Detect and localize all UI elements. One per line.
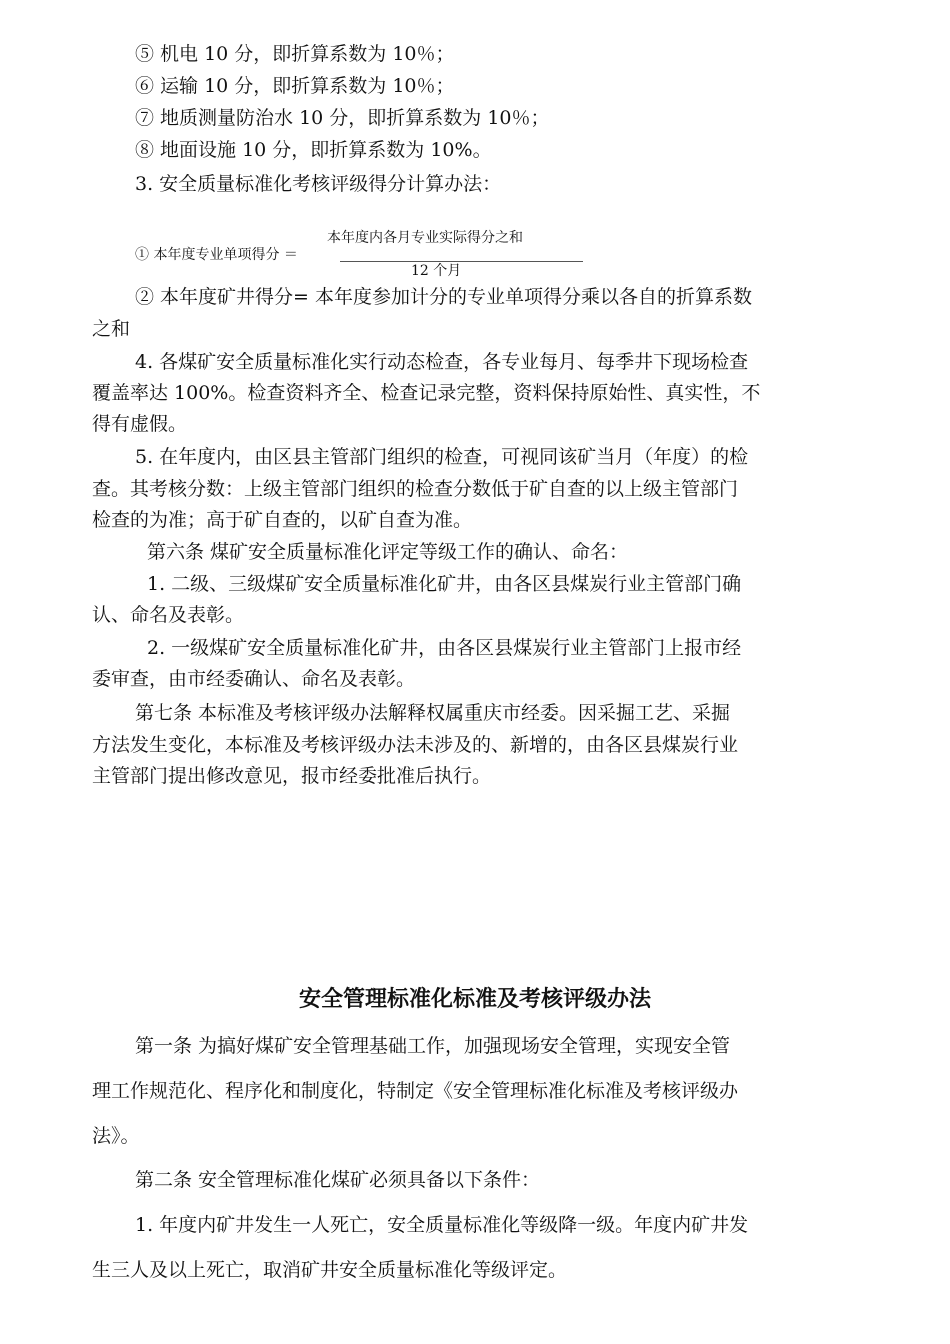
paragraph-line: 5. 在年度内，由区县主管部门组织的检查，可视同该矿当月（年度）的检 [135, 446, 749, 468]
paragraph-line: 委审查，由市经委确认、命名及表彰。 [92, 668, 416, 690]
paragraph-line: 之和 [92, 318, 131, 340]
section-heading: 3. 安全质量标准化考核评级得分计算办法： [135, 173, 502, 195]
paragraph-line: 检查的为准；高于矿自查的，以矿自查为准。 [92, 509, 473, 531]
list-item: ⑦ 地质测量防治水 10 分，即折算系数为 10％； [135, 107, 550, 129]
paragraph-line: 方法发生变化，本标准及考核评级办法未涉及的、新增的，由各区县煤炭行业 [92, 734, 739, 756]
formula-denominator: 12 个月 [411, 263, 462, 279]
paragraph-line: 1. 年度内矿井发生一人死亡，安全质量标准化等级降一级。年度内矿井发 [135, 1214, 749, 1236]
paragraph-line: 主管部门提出修改意见，报市经委批准后执行。 [92, 765, 492, 787]
paragraph-line: 认、命名及表彰。 [92, 604, 245, 626]
paragraph-line: 第一条 为搞好煤矿安全管理基础工作，加强现场安全管理，实现安全管 [135, 1035, 731, 1057]
paragraph-line: 理工作规范化、程序化和制度化，特制定《安全管理标准化标准及考核评级办 [92, 1080, 739, 1102]
paragraph-line: 4. 各煤矿安全质量标准化实行动态检查，各专业每月、每季井下现场检查 [135, 351, 749, 373]
fraction-bar [340, 261, 583, 262]
formula-lhs: ① 本年度专业单项得分 ＝ [135, 247, 298, 263]
page-title: 安全管理标准化标准及考核评级办法 [298, 987, 651, 1012]
list-item: ⑧ 地面设施 10 分，即折算系数为 10%。 [135, 139, 492, 161]
paragraph-line: 第七条 本标准及考核评级办法解释权属重庆市经委。因采掘工艺、采掘 [135, 702, 731, 724]
paragraph-line: 查。其考核分数：上级主管部门组织的检查分数低于矿自查的以上级主管部门 [92, 478, 739, 500]
list-item: ⑥ 运输 10 分，即折算系数为 10％； [135, 75, 455, 97]
paragraph-line: 1. 二级、三级煤矿安全质量标准化矿井，由各区县煤炭行业主管部门确 [147, 573, 742, 595]
list-item: ⑤ 机电 10 分，即折算系数为 10％； [135, 43, 455, 65]
paragraph-line: 2. 一级煤矿安全质量标准化矿井，由各区县煤炭行业主管部门上报市经 [147, 637, 742, 659]
paragraph-line: ② 本年度矿井得分= 本年度参加计分的专业单项得分乘以各自的折算系数 [135, 286, 753, 308]
paragraph-line: 法》。 [92, 1125, 140, 1147]
paragraph-line: 生三人及以上死亡，取消矿井安全质量标准化等级评定。 [92, 1259, 568, 1281]
formula-numerator: 本年度内各月专业实际得分之和 [327, 230, 523, 246]
paragraph-line: 覆盖率达 100%。检查资料齐全、检查记录完整，资料保持原始性、真实性，不 [92, 382, 761, 404]
article-heading: 第六条 煤矿安全质量标准化评定等级工作的确认、命名： [147, 541, 629, 563]
paragraph-line: 得有虚假。 [92, 413, 188, 435]
article-heading: 第二条 安全管理标准化煤矿必须具备以下条件： [135, 1169, 541, 1191]
